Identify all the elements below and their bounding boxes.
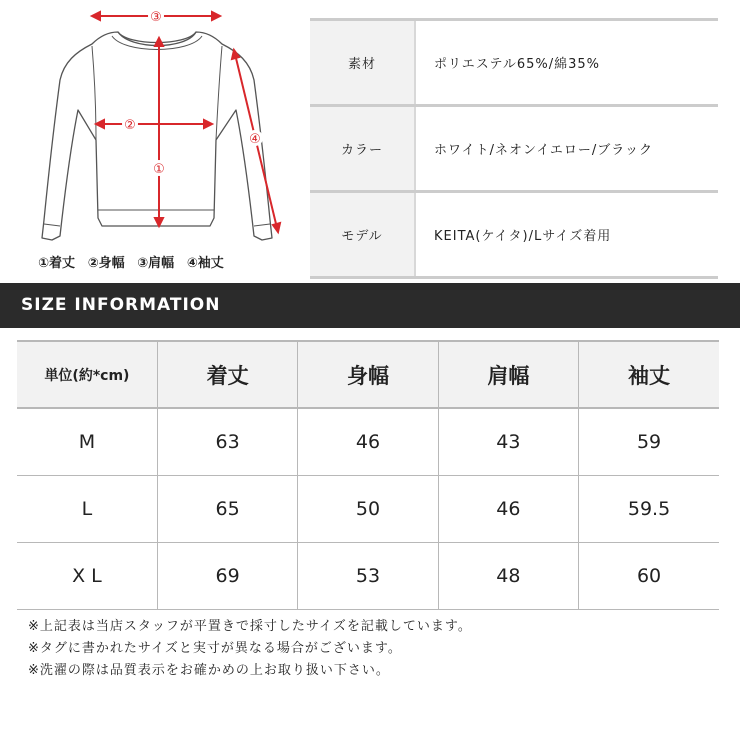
spec-key: カラー bbox=[310, 106, 415, 192]
spec-table bbox=[310, 18, 718, 279]
spec-value: ポリエステル65%/綿35% bbox=[415, 20, 718, 106]
section-title: SIZE INFORMATION bbox=[21, 295, 221, 315]
legend-item: ④袖丈 bbox=[186, 256, 224, 271]
table-cell: 65 bbox=[157, 476, 297, 543]
spec-value: KEITA(ケイタ)/Lサイズ着用 bbox=[415, 192, 718, 278]
table-cell: 50 bbox=[298, 476, 438, 543]
table-cell: 46 bbox=[298, 408, 438, 476]
size-label: M bbox=[17, 408, 157, 476]
table-cell: 63 bbox=[157, 408, 297, 476]
spec-key: 素材 bbox=[310, 20, 415, 106]
table-row bbox=[17, 408, 719, 476]
table-cell: 60 bbox=[579, 543, 719, 610]
header-body-width: 身幅 bbox=[298, 341, 438, 408]
note-line: ※洗濯の際は品質表示をお確かめの上お取り扱い下さい。 bbox=[28, 663, 390, 678]
garment-diagram bbox=[0, 0, 290, 285]
spec-key: モデル bbox=[310, 192, 415, 278]
size-table bbox=[17, 340, 719, 610]
header-length: 着丈 bbox=[157, 341, 297, 408]
spec-value: ホワイト/ネオンイエロー/ブラック bbox=[415, 106, 718, 192]
measurement-legend bbox=[38, 252, 232, 271]
size-label: L bbox=[17, 476, 157, 543]
table-cell: 46 bbox=[438, 476, 578, 543]
table-cell: 69 bbox=[157, 543, 297, 610]
table-row bbox=[17, 476, 719, 543]
header-shoulder-width: 肩幅 bbox=[438, 341, 578, 408]
spec-row-material bbox=[310, 20, 718, 106]
size-label: X L bbox=[17, 543, 157, 610]
legend-item: ②身幅 bbox=[87, 256, 125, 271]
table-cell: 59.5 bbox=[579, 476, 719, 543]
spec-row-model bbox=[310, 192, 718, 278]
notes bbox=[28, 616, 472, 682]
header-sleeve-length: 袖丈 bbox=[579, 341, 719, 408]
table-row bbox=[17, 543, 719, 610]
spec-row-color bbox=[310, 106, 718, 192]
marker-3: ③ bbox=[150, 10, 162, 25]
header-unit: 単位(約*cm) bbox=[17, 341, 157, 408]
table-cell: 43 bbox=[438, 408, 578, 476]
table-cell: 48 bbox=[438, 543, 578, 610]
note-line: ※タグに書かれたサイズと実寸が異なる場合がございます。 bbox=[28, 641, 402, 656]
legend-item: ①着丈 bbox=[38, 256, 76, 271]
note-line: ※上記表は当店スタッフが平置きで採寸したサイズを記載しています。 bbox=[28, 619, 472, 634]
marker-2: ② bbox=[124, 118, 136, 133]
marker-1: ① bbox=[153, 162, 165, 177]
table-cell: 59 bbox=[579, 408, 719, 476]
size-table-header bbox=[17, 341, 719, 408]
table-cell: 53 bbox=[298, 543, 438, 610]
section-header bbox=[0, 283, 740, 328]
legend-item: ③肩幅 bbox=[137, 256, 175, 271]
marker-4: ④ bbox=[249, 132, 261, 147]
